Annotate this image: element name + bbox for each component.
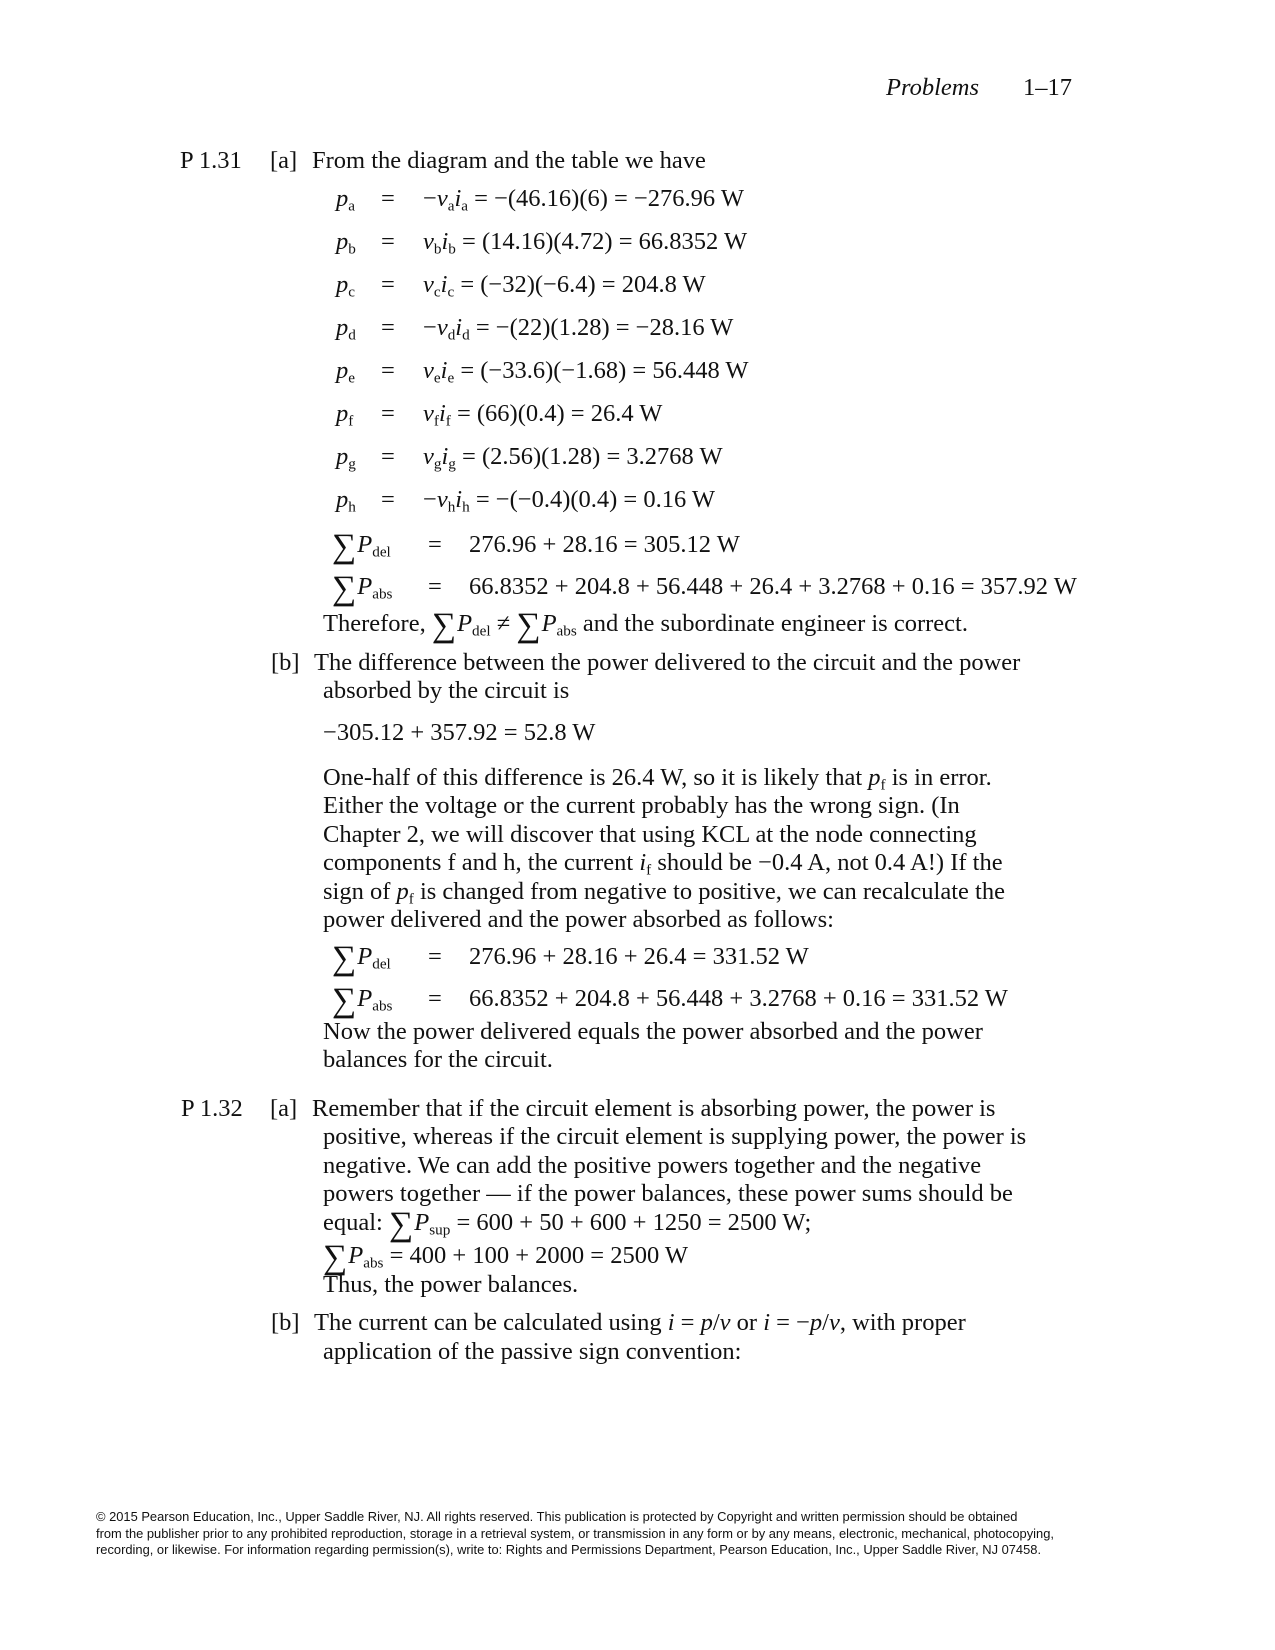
sum-absorbed-label: $\sum P_{abs}$: [332, 982, 393, 1019]
power-equation-h: $-v_hi_h = -(-0.4)(0.4) = 0.16$ W: [423, 486, 716, 516]
part-b-tag-131: [b]: [271, 649, 300, 676]
p132-line-1: Remember that if the circuit element is absorbing power, the power is: [312, 1095, 996, 1122]
power-equation-g: $v_gi_g = (2.56)(1.28) = 3.2768$ W: [423, 443, 723, 473]
equals-sign: =: [381, 400, 395, 427]
power-equation-c: $v_ci_c = (-32)(-6.4) = 204.8$ W: [423, 271, 706, 301]
power-symbol-e: $p_e$: [336, 357, 355, 387]
intro-text: From the diagram and the table we have: [312, 147, 706, 174]
conclusion-line-2: balances for the circuit.: [323, 1046, 553, 1073]
power-equation-f: $v_fi_f = (66)(0.4) = 26.4$ W: [423, 400, 663, 430]
equals-sign: =: [381, 357, 395, 384]
copyright-footer: [96, 1509, 1216, 1559]
equals-sign: =: [381, 486, 395, 513]
footer-line-1: © 2015 Pearson Education, Inc., Upper Saddle River, NJ. All rights reserved. This publication is protected by Copyright and written permission should be obtained: [96, 1509, 1018, 1524]
problem-label-131: P 1.31: [180, 147, 242, 174]
part-b-line1: The difference between the power delivered to the circuit and the power: [314, 649, 1021, 676]
power-symbol-h: $p_h$: [336, 486, 356, 516]
part-a-tag-132: [a]: [270, 1095, 298, 1122]
paragraph-line-4: components f and h, the current $i_f$ should be −0.4 A, not 0.4 A!) If the: [323, 849, 1003, 879]
p132-line-6: $\sum P_{abs} = 400 + 100 + 2000 = 2500$ W: [323, 1239, 689, 1276]
sum-absorbed-label: $\sum P_{abs}$: [332, 570, 393, 607]
sum-absorbed-value: 66.8352 + 204.8 + 56.448 + 26.4 + 3.2768 + 0.16 = 357.92 W: [469, 573, 1077, 600]
paragraph-line-1: One-half of this difference is 26.4 W, so it is likely that $p_f$ is in error.: [323, 764, 992, 794]
power-symbol-d: $p_d$: [336, 314, 356, 344]
power-equation-b: $v_bi_b = (14.16)(4.72) = 66.8352$ W: [423, 228, 748, 258]
paragraph-line-6: power delivered and the power absorbed as follows:: [323, 906, 834, 933]
power-symbol-c: $p_c$: [336, 271, 355, 301]
sum-delivered-value: 276.96 + 28.16 = 305.12 W: [469, 531, 740, 558]
equals-sign: =: [381, 443, 395, 470]
power-symbol-a: $p_a$: [336, 185, 355, 215]
power-symbol-f: $p_f$: [336, 400, 354, 430]
equals-sign: =: [428, 943, 442, 970]
sum-delivered-corrected: 276.96 + 28.16 + 26.4 = 331.52 W: [469, 943, 809, 970]
p132b-line-1: The current can be calculated using i = p/v or i = −p/v, with proper: [314, 1309, 966, 1336]
sum-absorbed-corrected: 66.8352 + 204.8 + 56.448 + 3.2768 + 0.16 = 331.52 W: [469, 985, 1008, 1012]
page-number: 1–17: [1023, 74, 1072, 101]
power-equation-a: $-v_ai_a = -(46.16)(6) = -276.96$ W: [423, 185, 744, 215]
difference-equation: −305.12 + 357.92 = 52.8 W: [323, 719, 596, 746]
power-symbol-g: $p_g$: [336, 443, 356, 473]
conclusion-line-1: Now the power delivered equals the power absorbed and the power: [323, 1018, 983, 1045]
part-b-tag-132: [b]: [271, 1309, 300, 1336]
equals-sign: =: [381, 271, 395, 298]
equals-sign: =: [428, 573, 442, 600]
p132b-line-2: application of the passive sign convention:: [323, 1338, 742, 1365]
p132-line-5: equal: $\sum P_{sup} = 600 + 50 + 600 + 1250 = 2500$ W;: [323, 1206, 812, 1243]
p132-line-4: powers together — if the power balances, these power sums should be: [323, 1180, 1013, 1207]
footer-line-3: recording, or likewise. For information regarding permission(s), write to: Rights and Permissions Department, Pearson Education, Inc., Upper Saddle River, NJ 07458.: [96, 1542, 1042, 1557]
equals-sign: =: [381, 185, 395, 212]
part-b-line2: absorbed by the circuit is: [323, 677, 570, 704]
equals-sign: =: [428, 531, 442, 558]
sum-delivered-label: $\sum P_{del}$: [332, 528, 391, 565]
p132-line-2: positive, whereas if the circuit element is supplying power, the power is: [323, 1123, 1027, 1150]
power-equation-e: $v_ei_e = (-33.6)(-1.68) = 56.448$ W: [423, 357, 749, 387]
paragraph-line-3: Chapter 2, we will discover that using KCL at the node connecting: [323, 821, 977, 848]
therefore-line: Therefore, $\sum P_{del} \ne \sum P_{abs}$ and the subordinate engineer is correct.: [323, 607, 968, 644]
sum-delivered-label: $\sum P_{del}$: [332, 940, 391, 977]
power-equation-d: $-v_di_d = -(22)(1.28) = -28.16$ W: [423, 314, 734, 344]
problem-label-132: P 1.32: [181, 1095, 243, 1122]
equals-sign: =: [428, 985, 442, 1012]
equals-sign: =: [381, 228, 395, 255]
p132-line-3: negative. We can add the positive powers together and the negative: [323, 1152, 982, 1179]
equals-sign: =: [381, 314, 395, 341]
p132-line-7: Thus, the power balances.: [323, 1271, 579, 1298]
running-header-section: Problems: [886, 74, 979, 101]
power-symbol-b: $p_b$: [336, 228, 356, 258]
paragraph-line-2: Either the voltage or the current probably has the wrong sign. (In: [323, 792, 960, 819]
part-a-tag-131: [a]: [270, 147, 298, 174]
paragraph-line-5: sign of $p_f$ is changed from negative to positive, we can recalculate the: [323, 878, 1005, 908]
footer-line-2: from the publisher prior to any prohibited reproduction, storage in a retrieval system, or transmission in any form or by any means, electronic, mechanical, photocopying,: [96, 1525, 1054, 1541]
